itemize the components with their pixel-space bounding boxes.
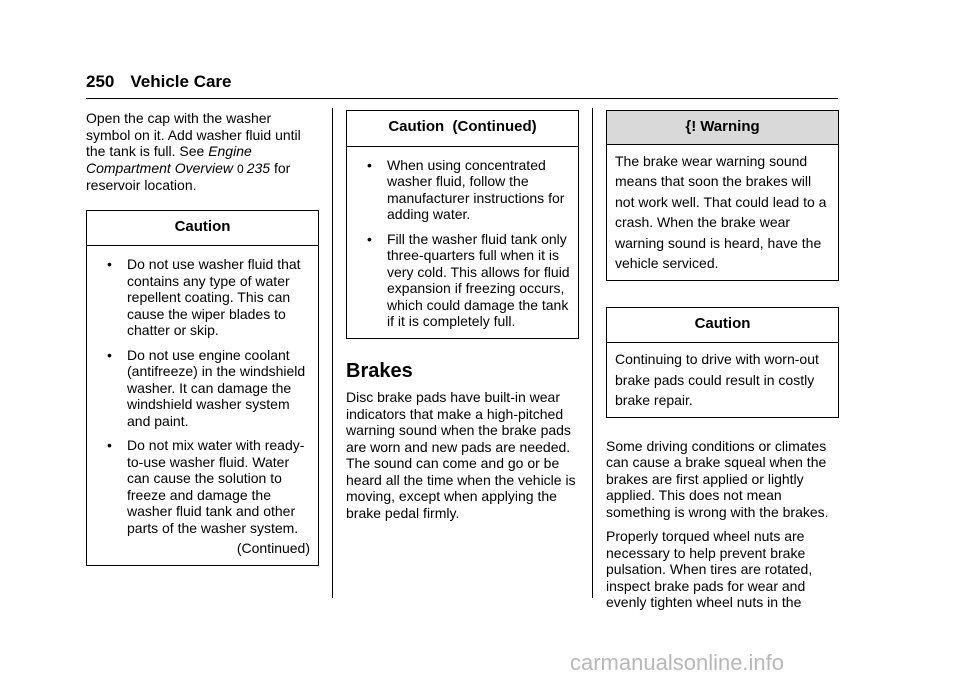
page-header xyxy=(86,72,232,92)
caution-title-2: Caution xyxy=(607,308,838,344)
intro-text-end: for reservoir location. xyxy=(86,159,291,193)
caution-box xyxy=(86,210,319,566)
brakes-heading: Brakes xyxy=(346,359,413,382)
section-title: Vehicle Care xyxy=(130,72,232,91)
list-item xyxy=(97,256,310,339)
column-1 xyxy=(86,110,319,580)
warning-box xyxy=(606,110,839,281)
caution-continued-body xyxy=(347,147,578,338)
paragraph: Some driving conditions or climates can cause a brake squeal when the brakes are first applied or lightly applied. This does not mean something is wrong with the brakes. xyxy=(606,437,829,520)
paragraph: Properly torqued wheel nuts are necessary to help prevent brake pulsation. When tires are rotated, inspect brake pads for wear and evenly tighten wheel nuts in the xyxy=(606,528,813,610)
column-divider-1 xyxy=(332,108,333,598)
caution-body xyxy=(87,246,318,565)
list-item xyxy=(97,347,310,430)
list-item-text: Do not mix water with ready-to-use washer fluid. Water can cause the solution to freeze and damage the washer fluid tank and other parts of the washer system. xyxy=(127,437,305,536)
caution-continued-list xyxy=(357,157,570,330)
list-item-text: Do not use washer fluid that contains any type of water repellent coating. This can cause the wiper blades to chatter or skip. xyxy=(127,256,301,338)
list-item-text: When using concentrated washer fluid, follow the manufacturer instructions for adding water. xyxy=(387,156,565,222)
caution-continued-title: Caution (Continued) xyxy=(347,111,578,147)
warning-title xyxy=(607,111,838,145)
column-3 xyxy=(606,110,839,619)
continued-label: (Continued) xyxy=(236,540,310,556)
watermark: carmanualsonline.info xyxy=(570,650,785,675)
bullet-icon: • xyxy=(107,346,112,363)
warning-title-text: Warning xyxy=(700,118,760,135)
caution-continued-box xyxy=(346,110,579,339)
list-item xyxy=(357,157,570,223)
caution-box-2 xyxy=(606,307,839,418)
caution-body-2: Continuing to drive with worn-out brake pads could result in costly brake repair. xyxy=(615,351,819,408)
page-ref[interactable]: 235 xyxy=(246,159,271,176)
intro-text: Open the cap with the washer symbol on it. Add washer fluid until the tank is full. See xyxy=(86,110,301,159)
page-number: 250 xyxy=(86,72,115,91)
warning-icon: {! xyxy=(685,118,697,135)
engine-compartment-link[interactable]: Engine Compartment Overview xyxy=(86,143,252,176)
column-2 xyxy=(346,110,579,529)
list-item xyxy=(97,437,310,536)
list-item xyxy=(357,231,570,330)
header-rule xyxy=(86,98,838,99)
list-item-text: Fill the washer fluid tank only three-quarters full when it is very cold. This allows for fluid expansion if freezing occurs, which could damage the tank if it is completely full. xyxy=(387,230,570,329)
intro-paragraph xyxy=(86,110,319,194)
warning-body: The brake wear warning sound means that soon the brakes will not work well. That could lead to a crash. When the brake wear warning sound is heard, have the vehicle serviced. xyxy=(615,152,827,271)
list-item-text: Do not use engine coolant (antifreeze) in the windshield washer. It can damage the windshield washer system and paint. xyxy=(127,346,306,429)
bullet-icon: • xyxy=(107,256,112,272)
page-ref-icon: 0 xyxy=(237,161,244,176)
bullet-icon: • xyxy=(107,437,112,453)
bullet-icon: • xyxy=(367,230,372,247)
column-divider-2 xyxy=(592,108,593,598)
bullet-icon: • xyxy=(367,156,372,173)
caution-list xyxy=(97,256,310,536)
caution-title: Caution xyxy=(87,211,318,247)
brakes-paragraph: Disc brake pads have built-in wear indicators that make a high-pitched warning sound when the brake pads are worn and new pads are needed. The sound can come and go or be heard all the time when the vehicle is moving, except when applying the brake pedal firmly. xyxy=(346,389,576,521)
